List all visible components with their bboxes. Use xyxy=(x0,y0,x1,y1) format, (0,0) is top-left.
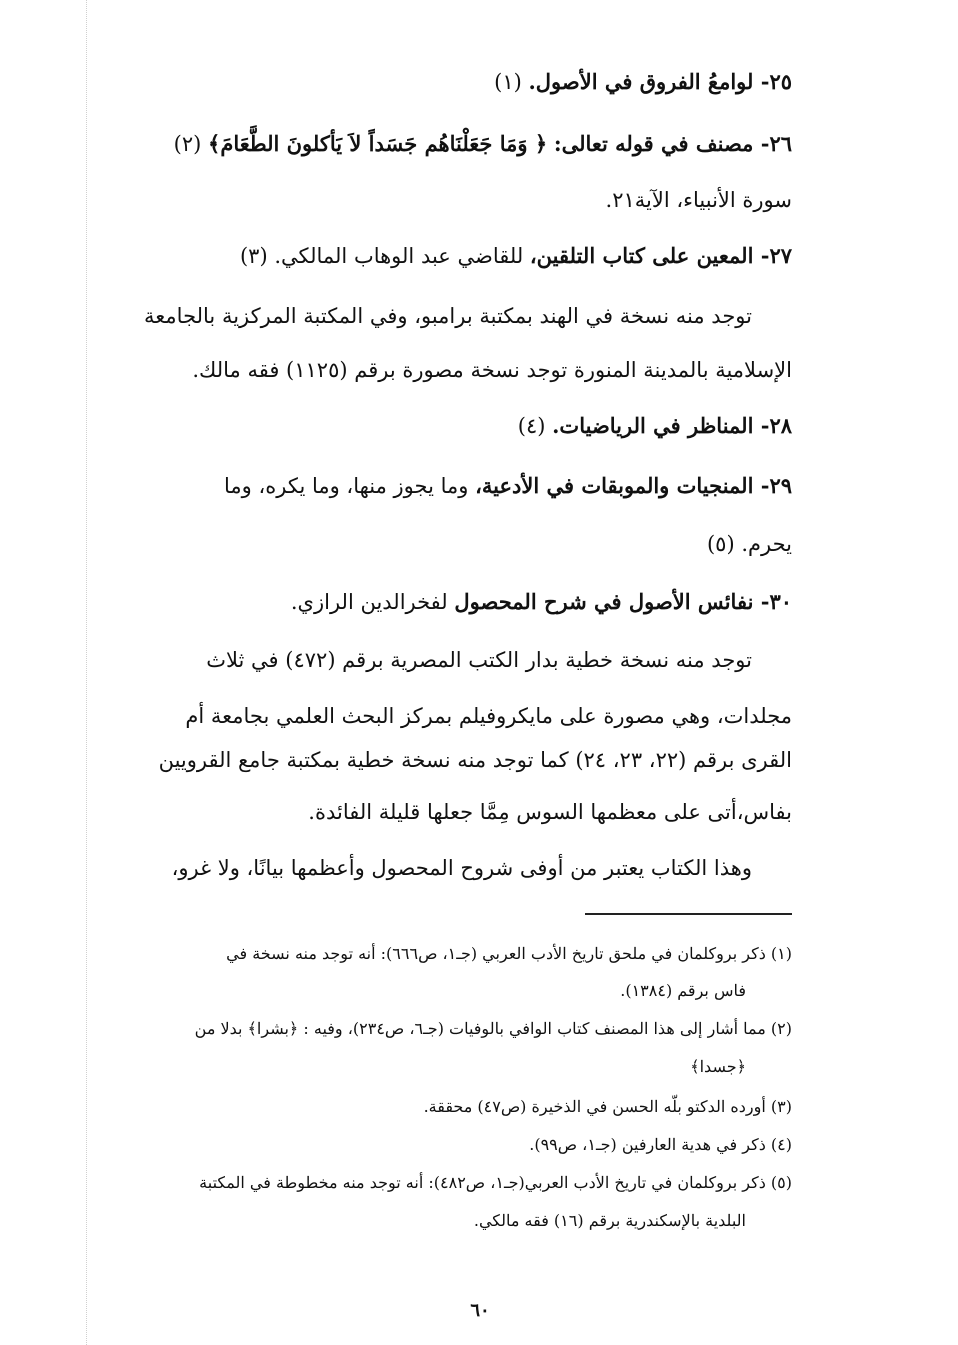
footnote-separator xyxy=(585,913,792,915)
footnote-2-line1: (٢) مما أشار إلى هذا المصنف كتاب الوافي بالوفيات (جـ٦، ص٢٣٤)، وفيه : ﴿بشرا﴾ بدلا من xyxy=(194,1019,792,1038)
item-25-note: (١) xyxy=(494,70,522,94)
item-29 xyxy=(224,470,792,502)
item-28 xyxy=(518,410,792,442)
item-26-title: ٢٦- مصنف في قوله تعالى: xyxy=(553,131,792,156)
paragraph-3-line1: وهذا الكتاب يعتبر من أوفى شروح المحصول وأعظمها بيانًا، ولا غرو، xyxy=(171,856,752,880)
page-number: ٦٠ xyxy=(470,1300,490,1321)
paragraph-1-line2: الإسلامية بالمدينة المنورة توجد نسخة مصورة برقم (١١٢٥) فقه مالك. xyxy=(192,358,792,382)
item-26 xyxy=(174,128,792,160)
paragraph-2-line2: مجلدات، وهي مصورة على مايكروفيلم بمركز البحث العلمي بجامعة أم xyxy=(185,704,792,728)
item-30-rest: لفخرالدين الرازي. xyxy=(290,590,448,614)
footnote-5-line1: (٥) ذكر بروكلمان في تاريخ الأدب العربي(جـ١، ص٤٨٢): أنه توجد منه مخطوطة في المكتبة xyxy=(199,1173,792,1192)
footnote-4: (٤) ذكر في هدية العارفين (جـ١، ص٩٩). xyxy=(529,1135,792,1154)
paragraph-1-line1: توجد منه نسخة في الهند بمكتبة برامبو، وفي المكتبة المركزية بالجامعة xyxy=(144,304,752,328)
item-26-verse: ﴿ وَمَا جَعَلْنَاهُم جَسَداً لاَ يَأكلونَ الطَّعَامَ﴾ xyxy=(208,131,548,156)
item-26-line2: سورة الأنبياء، الآية٢١. xyxy=(605,188,792,212)
paragraph-2-line3: القرى برقم (٢٢، ٢٣، ٢٤) كما توجد منه نسخة خطية بمكتبة جامع القرويين xyxy=(158,748,792,772)
paragraph-2-line1: توجد منه نسخة خطية بدار الكتب المصرية برقم (٤٧٢) في ثلاث xyxy=(206,648,752,672)
item-25-title: ٢٥- لوامعُ الفروق في الأصول. xyxy=(528,69,792,94)
item-29-title: ٢٩- المنجيات والموبقات في الأدعية، xyxy=(475,473,792,498)
item-30-title: ٣٠- نفائس الأصول في شرح المحصول xyxy=(454,589,792,614)
footnote-2-line2: ﴿جسدا﴾ xyxy=(690,1057,746,1076)
item-27-title: ٢٧- المعين على كتاب التلقين، xyxy=(529,243,792,268)
paragraph-2-line4: بفاس،أتى على معظمها السوس مِمَّا جعلها قليلة الفائدة. xyxy=(308,800,792,824)
item-30 xyxy=(291,586,792,618)
item-28-title: ٢٨- المناظر في الرياضيات. xyxy=(552,413,792,438)
item-29-rest: وما يجوز منها، وما يكره، وما xyxy=(224,474,469,498)
item-27 xyxy=(240,240,792,272)
item-29-line2: يحرم. (٥) xyxy=(706,532,792,556)
item-27-rest: للقاضي عبد الوهاب المالكي. (٣) xyxy=(239,244,524,268)
footnote-1-line1: (١) ذكر بروكلمان في ملحق تاريخ الأدب العربي (جـ١، ص٦٦٦): أنه توجد منه نسخة في xyxy=(226,944,792,963)
scan-artifact-line xyxy=(86,0,88,1345)
footnote-3: (٣) أورده الدكتو بلّه الحسن في الذخيرة (ص٤٧) محققة. xyxy=(423,1097,792,1116)
item-26-note: (٢) xyxy=(173,132,202,156)
footnote-5-line2: البلدية بالإسكندرية برقم (١٦) فقه مالكي. xyxy=(473,1211,746,1230)
item-25 xyxy=(494,66,792,98)
footnote-1-line2: فاس برقم (١٣٨٤). xyxy=(620,981,746,1000)
item-28-note: (٤) xyxy=(517,414,546,438)
